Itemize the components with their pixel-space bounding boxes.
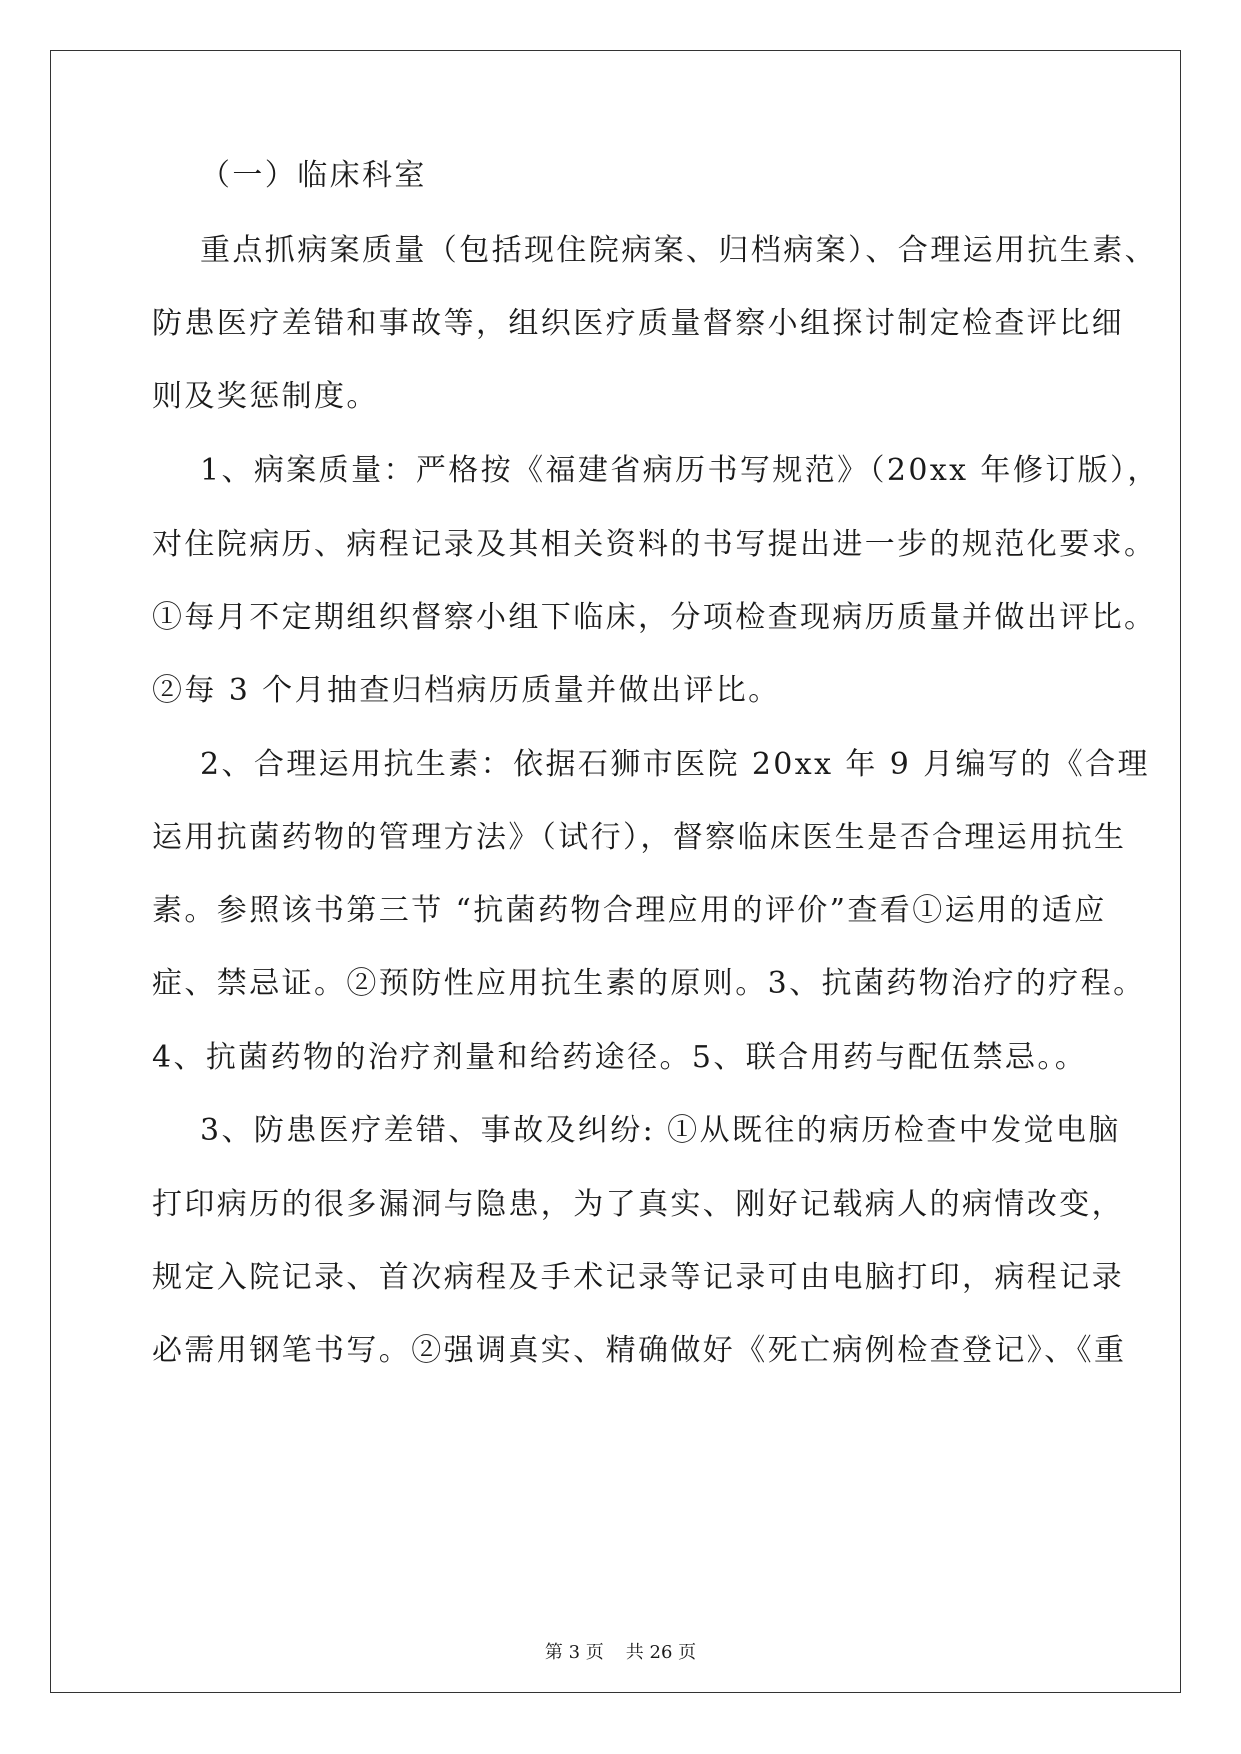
paragraph-line: 1、病案质量：严格按《福建省病历书写规范》（20xx 年修订版）， bbox=[200, 453, 1160, 488]
paragraph-line: 必需用钢笔书写。②强调真实、精确做好《死亡病例检查登记》、《重 bbox=[152, 1333, 1127, 1368]
paragraph-line: 症、禁忌证。②预防性应用抗生素的原则。3、抗菌药物治疗的疗程。 bbox=[152, 966, 1146, 1001]
section-heading: （一）临床科室 bbox=[200, 158, 427, 193]
paragraph-line: ①每月不定期组织督察小组下临床，分项检查现病历质量并做出评比。 bbox=[152, 600, 1157, 635]
page-border bbox=[50, 50, 1181, 1693]
paragraph-line: ②每 3 个月抽查归档病历质量并做出评比。 bbox=[152, 673, 781, 708]
paragraph-line: 3、防患医疗差错、事故及纠纷: ①从既往的病历检查中发觉电脑 bbox=[200, 1113, 1121, 1148]
paragraph-line: 防患医疗差错和事故等，组织医疗质量督察小组探讨制定检查评比细 bbox=[152, 306, 1124, 341]
paragraph-line: 打印病历的很多漏洞与隐患，为了真实、刚好记载病人的病情改变， bbox=[152, 1187, 1124, 1222]
paragraph-line: 4、抗菌药物的治疗剂量和给药途径。5、联合用药与配伍禁忌。。 bbox=[152, 1040, 1088, 1075]
page-footer bbox=[0, 1641, 1241, 1665]
paragraph-line: 规定入院记录、首次病程及手术记录等记录可由电脑打印，病程记录 bbox=[152, 1260, 1124, 1295]
paragraph-line: 2、合理运用抗生素：依据石狮市医院 20xx 年 9 月编写的《合理 bbox=[200, 747, 1150, 782]
paragraph-line: 重点抓病案质量（包括现住院病案、归档病案）、合理运用抗生素、 bbox=[200, 233, 1157, 268]
paragraph-line: 运用抗菌药物的管理方法》（试行），督察临床医生是否合理运用抗生 bbox=[152, 820, 1127, 855]
paragraph-line: 则及奖惩制度。 bbox=[152, 379, 379, 414]
page-total: 共 26 页 bbox=[625, 1642, 697, 1663]
paragraph-line: 对住院病历、病程记录及其相关资料的书写提出进一步的规范化要求。 bbox=[152, 527, 1157, 562]
paragraph-line: 素。参照该书第三节 “抗菌药物合理应用的评价”查看①运用的适应 bbox=[152, 893, 1107, 928]
page-number: 第 3 页 bbox=[544, 1642, 604, 1663]
